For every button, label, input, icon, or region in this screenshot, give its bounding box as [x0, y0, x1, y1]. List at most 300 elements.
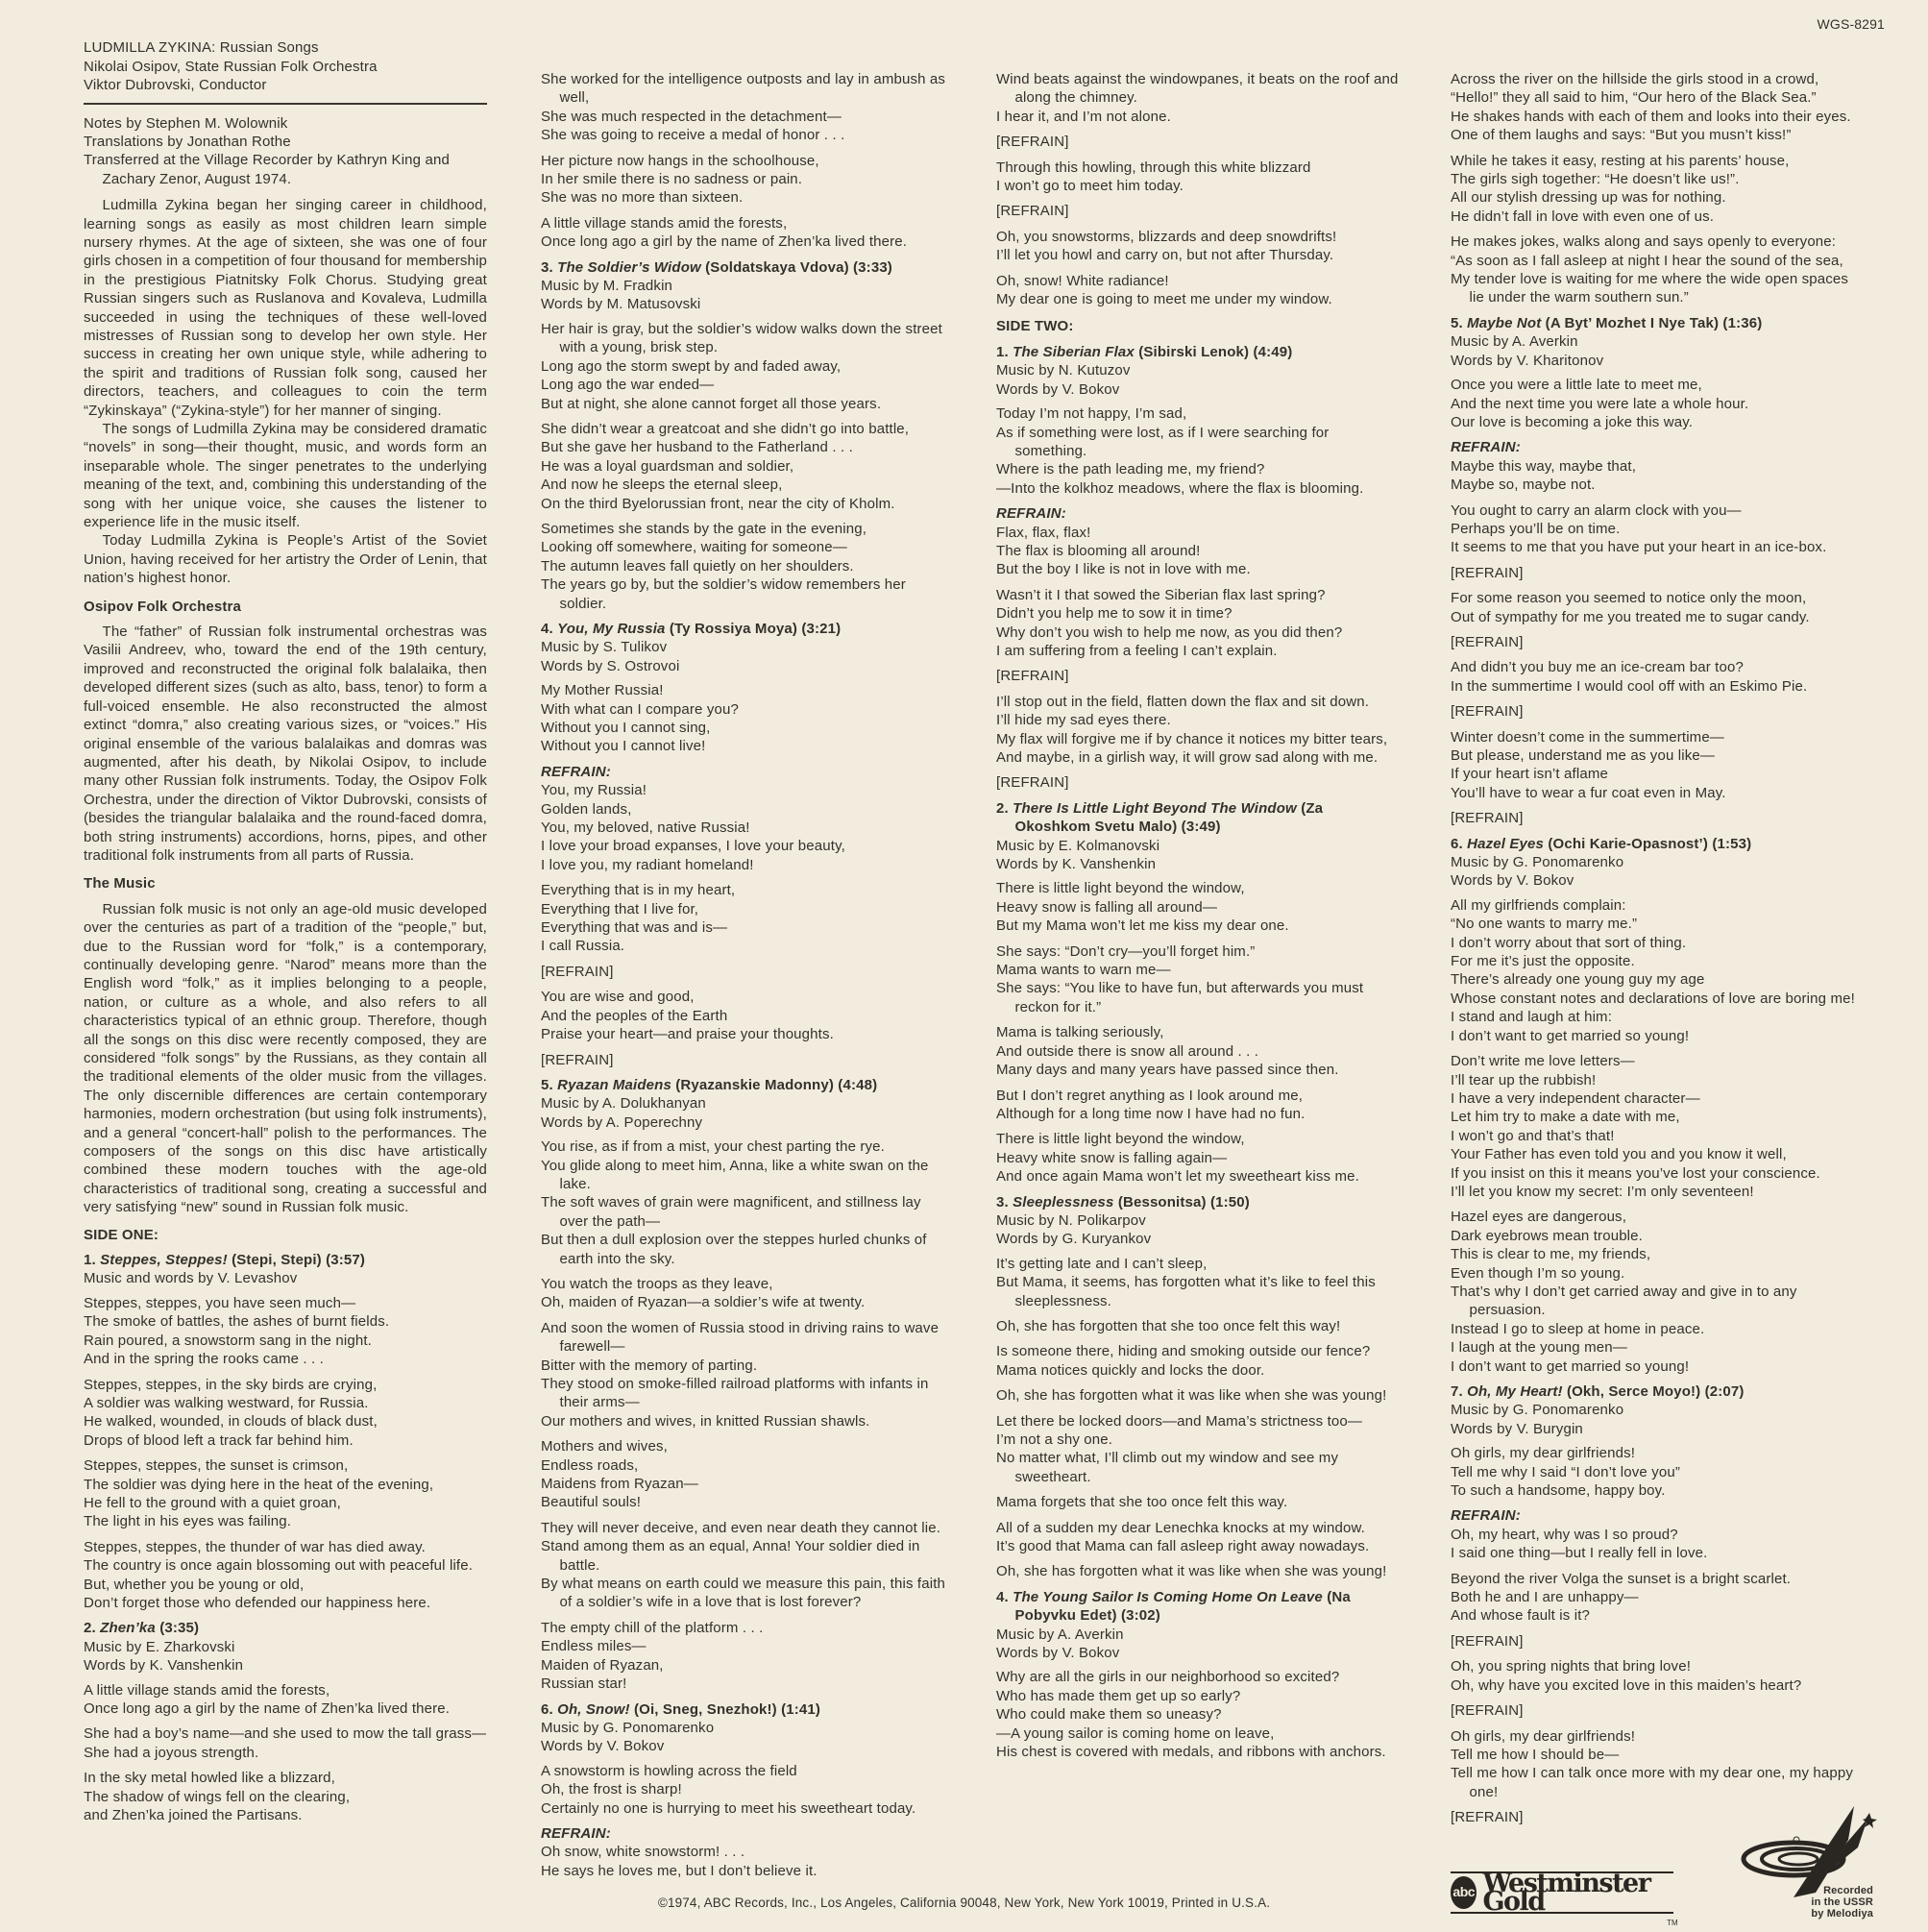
song-credit: Music by N. Kutuzov [996, 362, 1131, 379]
song-title: The Soldier’s Widow [557, 258, 701, 276]
lyric-stanza [1451, 152, 1859, 227]
song-title: Oh, Snow! [557, 1700, 630, 1718]
lyric-line: Steppes, steppes, the sunset is crimson, [84, 1457, 349, 1475]
lyric-stanza [996, 272, 1400, 309]
lyric-stanza [1451, 633, 1859, 651]
lyric-line: I won’t go and that’s that! [1451, 1127, 1615, 1144]
lyric-line: Flax, flax, flax! [996, 524, 1091, 541]
lyric-line: Oh, you snowstorms, blizzards and deep snowdrifts! [996, 228, 1337, 245]
orchestra-line: Nikolai Osipov, State Russian Folk Orchestra [84, 58, 378, 75]
lyric-line: The autumn leaves fall quietly on her shoulders. [541, 557, 854, 575]
song-title-line [996, 1588, 1400, 1626]
lyric-line: Dark eyebrows mean trouble. [1451, 1227, 1643, 1244]
column-1-content [84, 196, 487, 1824]
lyric-line: I hear it, and I’m not alone. [996, 108, 1171, 125]
lyric-line: Oh, you spring nights that bring love! [1451, 1658, 1692, 1675]
lyric-line: Although for a long time now I have had no fun. [996, 1105, 1306, 1122]
song-credit: Music and words by V. Levashov [84, 1270, 298, 1287]
lyric-stanza [541, 963, 949, 981]
song-number: 6. [1451, 835, 1463, 852]
lyric-stanza [541, 520, 949, 613]
song-title-line [541, 620, 949, 638]
lyric-line: She was no more than sixteen. [541, 189, 744, 207]
lyric-line: Mama forgets that she too once felt this way. [996, 1494, 1288, 1511]
lyric-line: Once long ago a girl by the name of Zhen’ka lived there. [541, 233, 908, 251]
song-title-line [1451, 314, 1859, 332]
song-header [84, 1251, 487, 1288]
lyric-line: [REFRAIN] [1451, 1809, 1524, 1826]
lyric-line: Oh girls, my dear girlfriends! [1451, 1445, 1636, 1462]
lyric-line: Certainly no one is hurrying to meet his sweetheart today. [541, 1799, 916, 1817]
lyric-line: You ought to carry an alarm clock with you— [1451, 501, 1742, 519]
song-title-line [996, 343, 1400, 361]
lyric-line: Whose constant notes and declarations of love are boring me! [1451, 990, 1855, 1007]
song-number: 5. [541, 1076, 553, 1093]
lyric-line: He shakes hands with each of them and looks into their eyes. [1451, 108, 1851, 125]
lyric-line: In the summertime I would cool off with an Eskimo Pie. [1451, 677, 1808, 695]
lyric-line: But she gave her husband to the Fatherland . . . [541, 439, 853, 456]
song-credit: Words by A. Poperechny [541, 1113, 703, 1131]
song-number: 6. [541, 1700, 553, 1718]
refrain-stanza [541, 763, 949, 874]
song-credit: Music by G. Ponomarenko [1451, 854, 1624, 871]
lyric-line: The shadow of wings fell on the clearing, [84, 1788, 351, 1805]
lyric-stanza [1451, 658, 1859, 696]
lyric-line: All our stylish dressing up was for nothing. [1451, 189, 1726, 207]
lyric-stanza [1451, 70, 1859, 145]
lyric-line: Oh, snow! White radiance! [996, 272, 1169, 289]
lyric-line: Everything that was and is— [541, 919, 728, 937]
translations-credit: Translations by Jonathan Rothe [84, 133, 291, 150]
song-header [1451, 314, 1859, 370]
lyric-line: I am suffering from a feeling I can’t explain. [996, 642, 1278, 659]
lyric-stanza [996, 773, 1400, 792]
lyric-stanza [996, 1342, 1400, 1380]
song-title: You, My Russia [557, 620, 666, 637]
lyric-line: “Hello!” they all said to him, “Our hero of the Black Sea.” [1451, 89, 1817, 107]
lyric-line: I’ll hide my sad eyes there. [996, 712, 1171, 729]
lyric-line: The light in his eyes was failing. [84, 1513, 292, 1530]
song-title: Zhen’ka [100, 1620, 156, 1637]
lyric-stanza [541, 70, 949, 145]
lyric-line: Oh, she has forgotten what it was like when she was young! [996, 1563, 1387, 1580]
lyric-stanza [996, 1668, 1400, 1761]
lyric-line: I’ll let you howl and carry on, but not after Thursday. [996, 247, 1334, 264]
lyric-line: I love your broad expanses, I love your beauty, [541, 838, 845, 855]
lyric-stanza [996, 1386, 1400, 1405]
copyright-footer: ©1974, ABC Records, Inc., Los Angeles, California 90048, New York, New York 10019, Printed in U.S.A. [657, 1895, 1271, 1910]
lyric-stanza [1451, 702, 1859, 721]
song-credit: Words by G. Kuryankov [996, 1231, 1152, 1248]
song-subtitle: (Okh, Serce Moyo!) (2:07) [1566, 1383, 1745, 1400]
song-subtitle: (Stepi, Stepi) (3:57) [232, 1252, 366, 1269]
lyric-stanza [1451, 728, 1859, 803]
lyric-line: Oh, she has forgotten what it was like when she was young! [996, 1387, 1387, 1405]
lyric-line: The empty chill of the platform . . . [541, 1619, 764, 1636]
lyric-stanza [1451, 1727, 1859, 1802]
song-credit: Music by A. Averkin [996, 1626, 1124, 1643]
lyric-line: Mama is talking seriously, [996, 1024, 1164, 1041]
header-divider [84, 103, 487, 105]
lyric-line: And maybe, in a girlish way, it will grow sad along with me. [996, 749, 1379, 766]
lyric-line: Is someone there, hiding and smoking outside our fence? [996, 1343, 1371, 1360]
lyric-line: In her smile there is no sadness or pain. [541, 171, 803, 188]
lyric-stanza [541, 214, 949, 252]
song-number: 2. [84, 1620, 96, 1637]
lyric-line: Don’t write me love letters— [1451, 1053, 1635, 1070]
lyric-line: I’ll let you know my secret: I’m only seventeen! [1451, 1183, 1754, 1200]
song-credit: Words by V. Bokov [996, 1645, 1120, 1662]
refrain-label: REFRAIN: [1451, 1507, 1521, 1525]
column-4-content [1451, 70, 1859, 1827]
lyric-line: The country is once again blossoming out with peaceful life. [84, 1557, 474, 1575]
song-credit: Words by V. Bokov [996, 380, 1120, 398]
lyric-line: She didn’t wear a greatcoat and she didn’t go into battle, [541, 420, 910, 437]
lyric-line: And now he sleeps the eternal sleep, [541, 477, 783, 494]
refrain-stanza [1451, 1506, 1859, 1562]
section-heading: The Music [84, 875, 156, 893]
lyric-line: The years go by, but the soldier’s widow remembers her soldier. [541, 576, 906, 612]
lyric-line: The soldier was dying here in the heat of the evening, [84, 1476, 434, 1493]
lyric-line: I don’t worry about that sort of thing. [1451, 934, 1687, 951]
lyric-line: Praise your heart—and praise your thoughts. [541, 1026, 834, 1043]
lyric-line: Our love is becoming a joke this way. [1451, 413, 1694, 430]
lyric-line: But, whether you be young or old, [84, 1576, 305, 1593]
lyric-line: I stand and laugh at him: [1451, 1009, 1613, 1026]
lyric-line: While he takes it easy, resting at his parents’ house, [1451, 152, 1790, 169]
song-title: The Siberian Flax [1013, 343, 1135, 360]
lyric-line: A little village stands amid the forests, [84, 1681, 330, 1699]
song-subtitle: (3:35) [159, 1620, 200, 1637]
section-heading: Osipov Folk Orchestra [84, 598, 242, 615]
song-number: 4. [996, 1588, 1009, 1605]
song-credit: Music by A. Dolukhanyan [541, 1095, 706, 1113]
lyric-line: Don’t forget those who defended our happiness here. [84, 1594, 431, 1611]
lyric-stanza [996, 1493, 1400, 1511]
refrain-stanza [996, 504, 1400, 579]
lyric-stanza [541, 681, 949, 756]
lyric-stanza [84, 1376, 487, 1451]
lyric-stanza [996, 1317, 1400, 1335]
lyric-line: [REFRAIN] [541, 963, 614, 980]
lyric-stanza [1451, 809, 1859, 827]
lyric-stanza [541, 152, 949, 208]
lyric-line: Winter doesn’t come in the summertime— [1451, 728, 1724, 746]
lyric-stanza [1451, 1052, 1859, 1201]
lyric-line: Endless miles— [541, 1638, 647, 1655]
lyric-stanza [1451, 896, 1859, 1045]
westminster-gold-wordmark: Westminster Gold [1482, 1868, 1650, 1917]
song-title-line [1451, 1382, 1859, 1401]
lyric-stanza [996, 1519, 1400, 1556]
lyric-line: Heavy white snow is falling again— [996, 1149, 1228, 1166]
song-credit: Words by S. Ostrovoi [541, 657, 680, 674]
lyric-stanza [541, 1519, 949, 1612]
song-subtitle: (Ochi Karie-Opasnost’) (1:53) [1548, 835, 1752, 852]
lyric-line: Heavy snow is falling all around— [996, 898, 1218, 916]
lyric-line: Drops of blood left a track far behind him. [84, 1431, 354, 1449]
lyric-stanza [541, 988, 949, 1043]
song-number: 3. [996, 1193, 1009, 1211]
lyric-line: Everything that is in my heart, [541, 882, 736, 899]
lyric-line: Tell me how I can talk once more with my dear one, my happy one! [1451, 1765, 1854, 1800]
lyric-line: That’s why I don’t get carried away and give in to any persuasion. [1451, 1283, 1797, 1319]
lyric-line: I laugh at the young men— [1451, 1339, 1627, 1357]
lyric-line: Without you I cannot live! [541, 738, 706, 755]
catalog-number: WGS-8291 [1817, 16, 1885, 32]
lyric-line: As if something were lost, as if I were searching for something. [996, 424, 1330, 459]
lyric-line: Wasn’t it I that sowed the Siberian flax last spring? [996, 586, 1326, 603]
lyric-line: Perhaps you’ll be on time. [1451, 520, 1621, 537]
song-subtitle: (Ryazanskie Madonny) (4:48) [675, 1076, 878, 1093]
lyric-line: A snowstorm is howling across the field [541, 1762, 797, 1779]
song-title: Oh, My Heart! [1467, 1383, 1563, 1400]
lyric-line: Let there be locked doors—and Mama’s strictness too— [996, 1412, 1363, 1430]
lyric-stanza [84, 1724, 487, 1762]
song-header [996, 799, 1400, 874]
song-title-line [541, 1700, 949, 1719]
lyric-line: He makes jokes, walks along and says openly to everyone: [1451, 233, 1837, 251]
song-credit: Words by M. Matusovski [541, 296, 701, 313]
song-header [541, 1076, 949, 1132]
lyric-line: Through this howling, through this white blizzard [996, 159, 1311, 176]
lyric-line: But Mama, it seems, has forgotten what it’s like to feel this sleeplessness. [996, 1274, 1376, 1309]
song-number: 5. [1451, 314, 1463, 331]
lyric-line: Today I’m not happy, I’m sad, [996, 405, 1187, 423]
lyric-line: I’m not a shy one. [996, 1431, 1113, 1448]
song-subtitle: (Oi, Sneg, Snezhok!) (1:41) [633, 1700, 821, 1718]
lyric-line: Steppes, steppes, in the sky birds are crying, [84, 1376, 378, 1393]
lyric-line: I love you, my radiant homeland! [541, 856, 754, 873]
lyric-line: She worked for the intelligence outposts and lay in ambush as well, [541, 71, 946, 107]
lyric-line: For some reason you seemed to notice only the moon, [1451, 590, 1807, 607]
lyric-line: His chest is covered with medals, and ribbons with anchors. [996, 1744, 1386, 1761]
production-credits [84, 114, 487, 189]
lyric-stanza [996, 70, 1400, 126]
lyric-line: Golden lands, [541, 800, 632, 818]
column-4 [1451, 70, 1859, 1834]
lyric-line: She says: “You like to have fun, but afterwards you must reckon for it.” [996, 980, 1364, 1015]
lyric-line: Bitter with the memory of parting. [541, 1357, 758, 1374]
song-credit: Words by V. Bokov [541, 1738, 665, 1755]
lyric-stanza [541, 1437, 949, 1512]
lyric-line: A soldier was walking westward, for Russia. [84, 1394, 369, 1411]
song-title: Maybe Not [1467, 314, 1542, 331]
lyric-line: Stand among them as an equal, Anna! Your soldier died in battle. [541, 1538, 920, 1574]
lyric-line: But my Mama won’t let me kiss my dear one. [996, 917, 1289, 935]
lyric-stanza [84, 1294, 487, 1369]
column-1 [84, 38, 487, 1831]
melodiya-line: by Melodiya [1811, 1908, 1873, 1920]
lyric-line: All of a sudden my dear Lenechka knocks at my window. [996, 1519, 1365, 1536]
lyric-line: My Mother Russia! [541, 682, 664, 699]
lyric-stanza [541, 420, 949, 513]
lyric-line: But the boy I like is not in love with me. [996, 561, 1251, 578]
lyric-line: I won’t go to meet him today. [996, 178, 1184, 195]
lyric-line: I said one thing—but I really fell in love. [1451, 1545, 1708, 1562]
lyric-line: I call Russia. [541, 938, 625, 955]
refrain-label: REFRAIN: [1451, 439, 1521, 456]
lyric-stanza [996, 693, 1400, 768]
side-heading: SIDE TWO: [996, 318, 1074, 335]
song-credit: Words by V. Burygin [1451, 1420, 1583, 1437]
lyric-stanza [1451, 501, 1859, 557]
lyric-stanza [996, 159, 1400, 196]
lyric-line: He says he loves me, but I don’t believe it. [541, 1862, 818, 1879]
lyric-stanza [541, 1137, 949, 1268]
song-title: The Young Sailor Is Coming Home On Leave [1013, 1588, 1323, 1605]
lyric-line: You rise, as if from a mist, your chest parting the rye. [541, 1138, 885, 1156]
song-title-line [84, 1251, 487, 1269]
lyric-stanza [84, 1538, 487, 1613]
lyric-line: Mama notices quickly and locks the door. [996, 1361, 1265, 1379]
column-2 [541, 70, 949, 1887]
lyric-line: He walked, wounded, in clouds of black dust, [84, 1413, 378, 1431]
song-header [84, 1619, 487, 1675]
lyric-stanza [1451, 1632, 1859, 1651]
lyric-line: He didn’t fall in love with even one of us. [1451, 208, 1715, 225]
lyric-line: Across the river on the hillside the girls stood in a crowd, [1451, 71, 1819, 87]
lyric-line: Endless roads, [541, 1456, 639, 1474]
refrain-stanza [1451, 438, 1859, 494]
lyric-stanza [996, 202, 1400, 220]
lyric-line: And whose fault is it? [1451, 1607, 1591, 1625]
lyric-line: One of them laughs and says: “But you musn’t kiss!” [1451, 127, 1792, 144]
lyric-stanza [84, 1769, 487, 1824]
lyric-line: Mama wants to warn me— [996, 962, 1171, 979]
song-subtitle: (Sibirski Lenok) (4:49) [1138, 343, 1293, 360]
song-number: 3. [541, 258, 553, 276]
lyric-line: The girls sigh together: “He doesn’t like us!”. [1451, 171, 1740, 188]
lyric-line: He fell to the ground with a quiet groan, [84, 1494, 341, 1511]
lyric-line: My tender love is waiting for me where the wide open spaces lie under the warm southern sun.” [1451, 271, 1849, 306]
lyric-line: There’s already one young guy my age [1451, 971, 1705, 989]
lyric-stanza [84, 1681, 487, 1719]
lyric-line: I’ll tear up the rubbish! [1451, 1071, 1597, 1088]
lyric-stanza [996, 586, 1400, 661]
lyric-line: “No one wants to marry me.” [1451, 916, 1638, 933]
lyric-line: Both he and I are unhappy— [1451, 1589, 1639, 1606]
lyric-line: Where is the path leading me, my friend? [996, 461, 1265, 478]
lyric-line: Oh, the frost is sharp! [541, 1781, 682, 1798]
song-title: Ryazan Maidens [557, 1076, 671, 1093]
lyric-line: But please, understand me as you like— [1451, 747, 1716, 764]
lyric-line: Beautiful souls! [541, 1494, 642, 1511]
lyric-line: Maiden of Ryazan, [541, 1656, 664, 1674]
lyric-stanza [1451, 1444, 1859, 1500]
song-header [1451, 835, 1859, 891]
lyric-stanza [1451, 1570, 1859, 1626]
lyric-stanza [1451, 589, 1859, 626]
lyric-line: and Zhen’ka joined the Partisans. [84, 1807, 303, 1824]
lyric-line: [REFRAIN] [541, 1051, 614, 1068]
lyric-line: Maybe so, maybe not. [1451, 477, 1596, 494]
prose-paragraph: Ludmilla Zykina began her singing career in childhood, learning songs as easily as most children learn simple nursery rhymes. At the age of sixteen, she was one of four girls chosen in a competition of four thousand for membership in the prestigious Piatnitsky Folk Chorus. Studying great Russian singers such as Ruslanova and Kovaleva, Ludmilla succeeded in using the techniques of these well-loved mistresses of Russian song to develop her own style. Her success in creating her own unique style, while adhering to the spirit and traditions of Russian folk song, caused her directors, teachers, and colleagues to coin the term “Zykinskaya” (“Zykina-style”) for her manner of singing. [84, 197, 487, 419]
lyric-line: And the next time you were late a whole hour. [1451, 395, 1749, 412]
song-title-line [996, 799, 1400, 837]
lyric-line: On the third Byelorussian front, near the city of Kholm. [541, 495, 895, 512]
lyric-line: Many days and many years have passed since then. [996, 1062, 1339, 1079]
lyric-line: Oh, maiden of Ryazan—a soldier’s wife at twenty. [541, 1294, 866, 1311]
lyric-line: [REFRAIN] [1451, 703, 1524, 721]
lyric-line: Didn’t you help me to sow it in time? [996, 605, 1232, 623]
lyric-line: —A young sailor is coming home on leave, [996, 1724, 1275, 1742]
song-header [996, 1193, 1400, 1249]
lyric-line: My dear one is going to meet me under my window. [996, 291, 1332, 308]
song-title-line [541, 258, 949, 277]
melodiya-line: in the USSR [1811, 1896, 1873, 1908]
lyric-line: Her picture now hangs in the schoolhouse, [541, 152, 819, 169]
lyric-line: Russian star! [541, 1675, 627, 1693]
lyric-line: This is clear to me, my friends, [1451, 1246, 1651, 1263]
lyric-line: [REFRAIN] [1451, 810, 1524, 827]
column-3-content [996, 70, 1400, 1762]
lyric-line: Even though I’m so young. [1451, 1264, 1625, 1282]
lyric-stanza [996, 879, 1400, 935]
lyric-line: The smoke of battles, the ashes of burnt fields. [84, 1313, 390, 1331]
lyric-stanza [996, 133, 1400, 151]
lyric-stanza [996, 667, 1400, 685]
lyric-line: For me it’s just the opposite. [1451, 953, 1635, 970]
lyric-line: Rain poured, a snowstorm sang in the night. [84, 1332, 372, 1349]
lyric-line: And soon the women of Russia stood in driving rains to wave farewell— [541, 1319, 940, 1356]
lyric-line: Oh, she has forgotten that she too once felt this way! [996, 1317, 1341, 1334]
song-credit: Music by S. Tulikov [541, 639, 668, 656]
lyric-line: Long ago the storm swept by and faded away, [541, 357, 842, 375]
transfer-credit: Transferred at the Village Recorder by Kathryn King and Zachary Zenor, August 1974. [84, 152, 450, 187]
lyric-line: Without you I cannot sing, [541, 720, 711, 736]
lyric-line: If you insist on this it means you’ve lost your conscience. [1451, 1164, 1820, 1182]
lyric-line: She had a boy’s name—and she used to mow the tall grass— [84, 1725, 487, 1743]
lyric-line: Maidens from Ryazan— [541, 1476, 698, 1493]
lyric-stanza [84, 1456, 487, 1531]
lyric-line: With what can I compare you? [541, 700, 739, 718]
lyric-line: It seems to me that you have put your heart in an ice-box. [1451, 539, 1827, 556]
lyric-line: [REFRAIN] [996, 668, 1069, 685]
lyric-stanza [996, 1255, 1400, 1310]
song-credit: Music by N. Polikarpov [996, 1211, 1146, 1229]
lyric-stanza [1451, 564, 1859, 582]
lyric-line: If your heart isn’t aflame [1451, 766, 1608, 783]
lyric-line: You’ll have to wear a fur coat even in May. [1451, 784, 1726, 801]
lyric-line: Long ago the war ended— [541, 377, 715, 394]
song-credit: Words by K. Vanshenkin [996, 856, 1157, 873]
lyric-stanza [996, 1130, 1400, 1186]
lyric-line: And the peoples of the Earth [541, 1007, 728, 1024]
song-subtitle: (Na Pobyvku Edet) (3:02) [1014, 1588, 1351, 1625]
lyric-stanza [1451, 376, 1859, 431]
lyric-stanza [541, 1051, 949, 1069]
lyric-line: Sometimes she stands by the gate in the evening, [541, 520, 867, 537]
lyric-line: There is little light beyond the window, [996, 1131, 1245, 1148]
lyric-line: Why don’t you wish to help me now, as you did then? [996, 624, 1343, 641]
lyric-line: In the sky metal howled like a blizzard, [84, 1770, 335, 1787]
song-subtitle: (Za Okoshkom Svetu Malo) (3:49) [1014, 799, 1324, 836]
lyric-line: Wind beats against the windowpanes, it beats on the roof and along the chimney. [996, 71, 1399, 107]
lyric-line: “As soon as I fall asleep at night I hear the sound of the sea, [1451, 252, 1843, 269]
song-subtitle: (Ty Rossiya Moya) (3:21) [669, 620, 842, 637]
lyric-line: And once again Mama won’t let my sweetheart kiss me. [996, 1168, 1359, 1186]
prose-paragraph: The songs of Ludmilla Zykina may be considered dramatic “novels” in song—their thought, music, and words form an inseparable whole. The singer penetrates to the underlying meaning of the text, and, combining this understanding of the song with her unique voice, she causes the listener to experience life in the music itself. [84, 421, 487, 531]
refrain-label: REFRAIN: [541, 1824, 611, 1842]
song-header [541, 1700, 949, 1756]
song-header [541, 620, 949, 675]
lyric-line: You, my Russia! [541, 782, 647, 799]
lyric-line: She says: “Don’t cry—you’ll forget him.” [996, 942, 1256, 960]
lyric-line: They will never deceive, and even near death they cannot lie. [541, 1519, 941, 1536]
lyric-line: Maybe this way, maybe that, [1451, 457, 1637, 475]
song-credit: Music by A. Averkin [1451, 333, 1578, 351]
